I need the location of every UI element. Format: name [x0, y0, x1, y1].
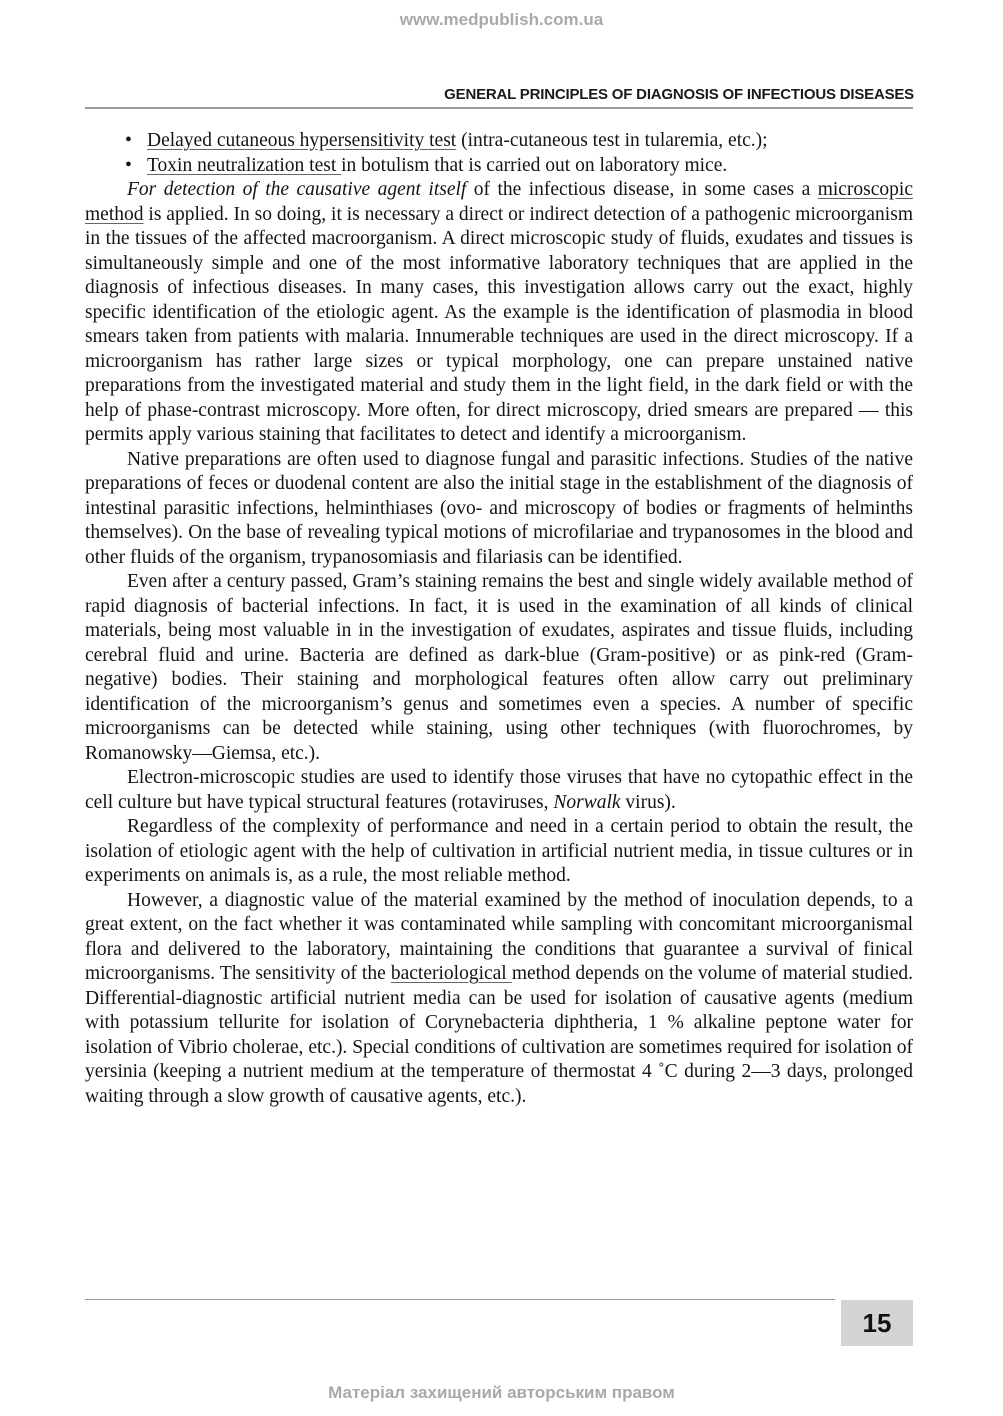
- toxin-neutralization-test-link[interactable]: Toxin neutralization test: [147, 154, 342, 176]
- footer-rule: [85, 1299, 835, 1300]
- bullet-item: [85, 154, 913, 179]
- watermark-top: www.medpublish.com.ua: [399, 10, 604, 29]
- bullet-text: (intra-cutaneous test in tularemia, etc.);: [456, 130, 768, 151]
- bullet-item: [85, 129, 913, 154]
- header-rule: [85, 107, 913, 109]
- italic-term: Norwalk: [553, 791, 621, 813]
- page-number: 15: [841, 1300, 913, 1346]
- paragraph-microscopy: [85, 178, 913, 448]
- copyright-watermark: Матеріал захищений авторським правом: [328, 1383, 675, 1402]
- italic-lead: For detection of the causative agent itself: [127, 179, 467, 200]
- paragraph-native-preparations: Native preparations are often used to diagnose fungal and parasitic infections. Studies of the native preparations of feces or duodenal content are also the initial stage in the establishment of the diagnosis of intestinal parasitic infections, helminthiases (ovo- and microscopy of bodies or fragments of helminths themselves). On the base of revealing typical motions of microfilariae and trypanosomes in the blood and other fluids of the organism, trypanosomiasis and filariasis can be identified.: [85, 448, 913, 568]
- microscopic-method-link[interactable]: microscopic method: [85, 179, 913, 225]
- text-run: is applied. In so doing, it is necessary a direct or indirect detection of a pathogenic microorganism in the tissues of the affected macroorganism. A direct microscopic study of fluids, exudates and tissues is simultaneously simple and one of the most informative laboratory techniques that are applied in the diagnosis of infectious diseases. In many cases, this investigation allows carry out the exact, highly specific identification of the etiologic agent. As the example is the identification of plasmodia in blood smears taken from patients with malaria. Innumerable techniques are used in the direct microscopy. If a microorganism has rather large sizes or typical morphology, one can prepare unstained native preparations from the investigated material and study them in the light field, in the dark field or with the help of phase-contrast microscopy. More often, for direct microscopy, dried smears are prepared — this permits apply various staining that facilitates to detect and identify a microorganism.: [85, 203, 913, 445]
- bullet-text: in botulism that is carried out on laboratory mice.: [341, 154, 728, 176]
- bacteriological-link[interactable]: bacteriological: [390, 963, 512, 984]
- text-run: of the infectious disease, in some cases a: [466, 179, 818, 200]
- text-run: Electron-microscopic studies are used to identify those viruses that have no cytopathic effect in the cell culture but have typical structural features (rotaviruses,: [85, 767, 913, 813]
- paragraph-inoculation: [85, 889, 913, 1110]
- hypersensitivity-test-link[interactable]: Delayed cutaneous hypersensitivity test: [147, 130, 457, 151]
- text-run: virus).: [620, 791, 676, 813]
- bullet-icon: •: [125, 130, 132, 151]
- text-run: method depends on the volume of material studied. Differential-diagnostic artificial nutrient media can be used for isolation of causative agents (medium with potassium tellurite for isolation of Corynebacteria diphtheria, 1 % alkaline peptone water for isolation of Vibrio cholerae, etc.). Special conditions of cultivation are sometimes required for isolation of yersinia (keeping a nutrient medium at the temperature of thermostat 4 ˚C during 2—3 days, prolonged waiting through a slow growth of causative agents, etc.).: [85, 963, 914, 1107]
- paragraph-gram-staining: Even after a century passed, Gram’s staining remains the best and single widely available method of rapid diagnosis of bacterial infections. In fact, it is used in the examination of all kinds of clinical materials, being most valuable in in the investigation of exudates, aspirates and tissue fluids, including cerebral fluid and urine. Bacteria are defined as dark-blue (Gram-positive) or as pink-red (Gram-negative) bodies. Their staining and morphological features often allow carry out preliminary identification of the microorganism’s genus and sometimes even a species. A number of specific microorganisms can be detected while staining, using other techniques (with fluorochromes, by Romanowsky—Giemsa, etc.).: [85, 571, 913, 764]
- bullet-icon: •: [125, 154, 132, 176]
- paragraph-isolation: Regardless of the complexity of performance and need in a certain period to obtain the result, the isolation of etiologic agent with the help of cultivation in artificial nutrient media, in tissue cultures or in experiments on animals is, as a rule, the most reliable method.: [85, 816, 913, 886]
- page-body: [85, 129, 913, 1109]
- text-run: However, a diagnostic value of the material examined by the method of inoculation depends, to a great extent, on the fact whether it was contaminated while sampling with concomitant microorganismal flora and delivered to the laboratory, maintaining the conditions that guarantee a survival of finical microorganisms. The sensitivity of the: [85, 889, 913, 984]
- running-header: GENERAL PRINCIPLES OF DIAGNOSIS OF INFECTIOUS DISEASES: [444, 86, 914, 103]
- paragraph-electron-microscopy: [85, 766, 913, 815]
